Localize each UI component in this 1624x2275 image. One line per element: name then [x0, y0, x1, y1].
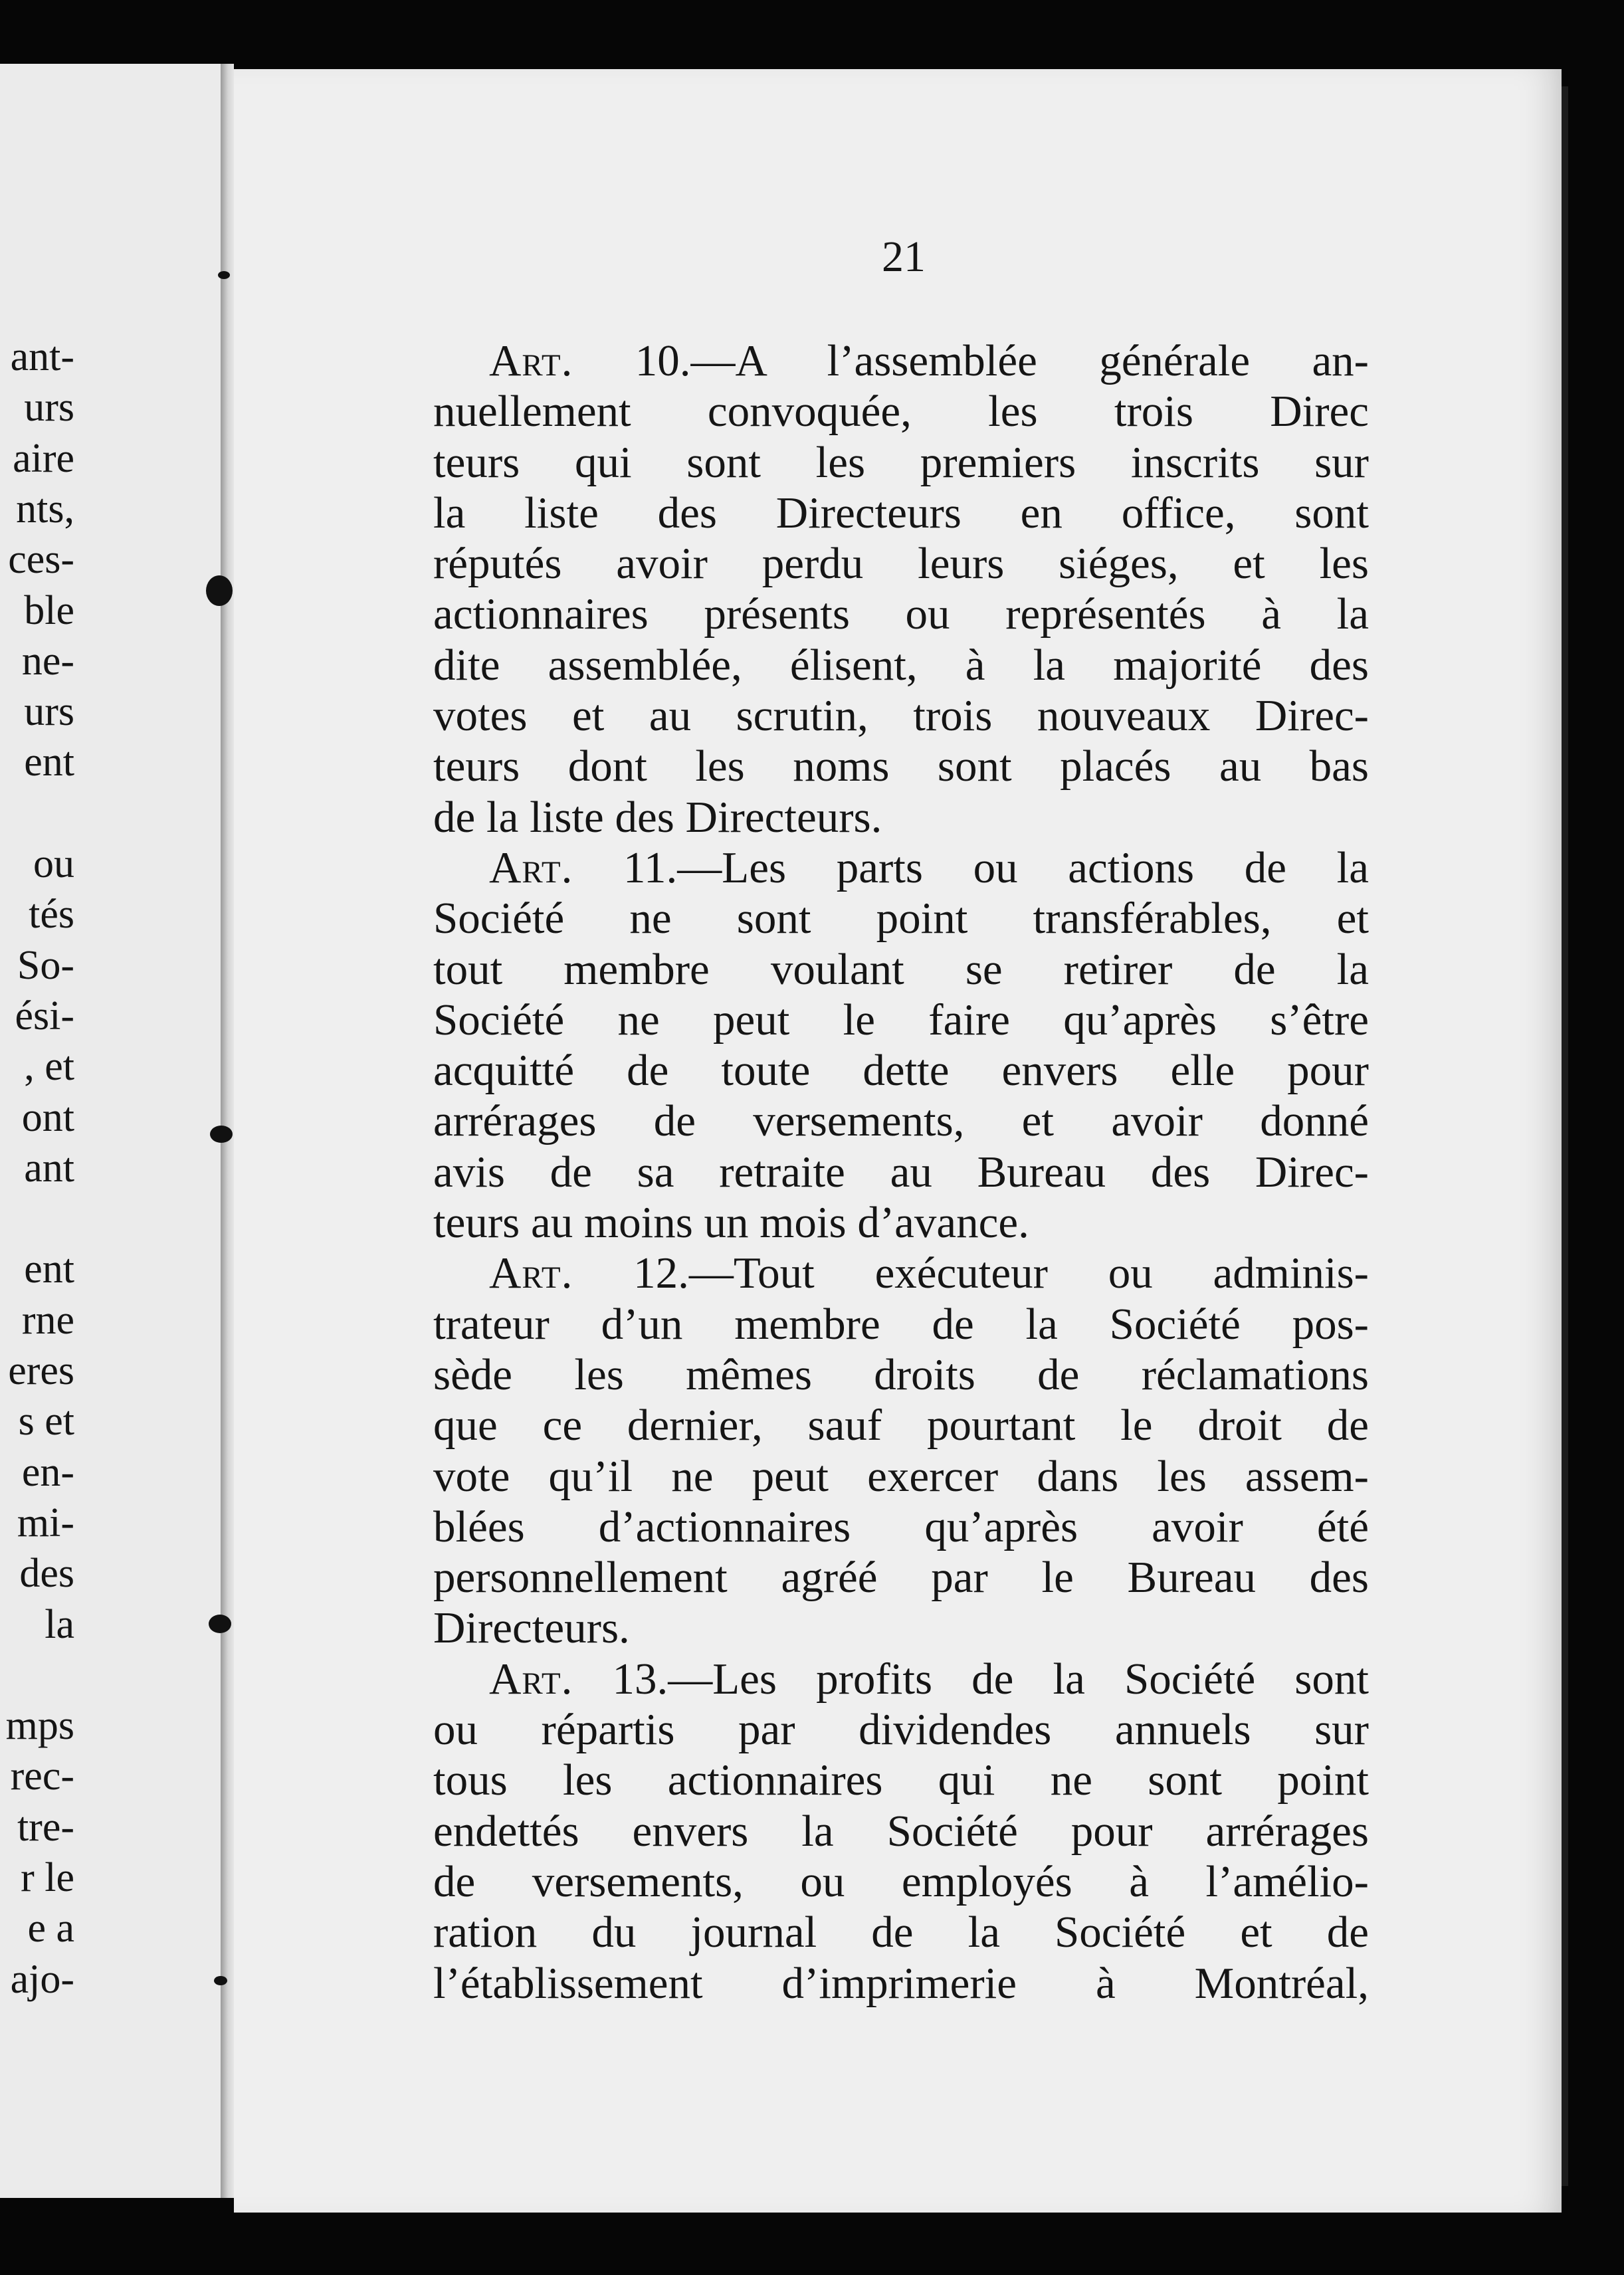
text-line: la liste des Directeurs en office, sont	[433, 488, 1369, 538]
text-line: tous les actionnaires qui ne sont point	[433, 1755, 1369, 1805]
previous-page-line-fragment: ent	[24, 1246, 74, 1292]
text-line: que ce dernier, sauf pourtant le droit de	[433, 1401, 1369, 1450]
text-line: de versements, ou employés à l’amélio-	[433, 1856, 1369, 1906]
article-paragraph	[433, 336, 1369, 842]
text-line: votes et au scrutin, trois nouveaux Direc-	[433, 691, 1369, 741]
previous-page-line-fragment: des	[19, 1551, 74, 1597]
previous-page-line-fragment: So-	[17, 942, 74, 988]
previous-page-line-fragment: ant	[24, 1145, 74, 1191]
text-line: avis de sa retraite au Bureau des Direc-	[433, 1147, 1369, 1197]
text-line: personnellement agréé par le Bureau des	[433, 1553, 1369, 1603]
text-line	[433, 842, 1369, 893]
previous-page-line-fragment: eres	[8, 1348, 74, 1393]
text-line: l’établissement d’imprimerie à Montréal,	[433, 1958, 1369, 2008]
article-heading-text: 13.—Les profits de la Société sont	[573, 1654, 1369, 1704]
text-line: Société ne peut le faire qu’après s’être	[433, 995, 1369, 1044]
text-line: actionnaires présents ou représentés à la	[433, 589, 1369, 639]
article-paragraph	[433, 1654, 1369, 2009]
previous-page-line-fragment: ou	[33, 841, 74, 886]
text-line: de la liste des Directeurs.	[433, 792, 882, 842]
previous-page-line-fragment: mi-	[17, 1500, 74, 1545]
previous-page-line-fragment: nts,	[16, 486, 74, 532]
book-spine	[221, 64, 234, 2198]
page-number: 21	[882, 233, 926, 281]
previous-page-line-fragment: ne-	[21, 638, 74, 684]
text-line: teurs dont les noms sont placés au bas	[433, 742, 1369, 791]
previous-page-line-fragment: rec-	[10, 1753, 74, 1799]
previous-page-line-fragment: mps	[5, 1703, 74, 1749]
stitch-mark	[206, 575, 233, 606]
text-line: ou répartis par dividendes annuels sur	[433, 1705, 1369, 1755]
previous-page-line-fragment: ant-	[10, 334, 74, 379]
text-line	[433, 1654, 1369, 1704]
article-paragraph	[433, 1248, 1369, 1653]
article-heading-text: 11.—Les parts ou actions de la	[573, 842, 1369, 892]
previous-page-line-fragment: ont	[21, 1094, 74, 1140]
previous-page-line-fragment: la	[45, 1601, 74, 1647]
text-line: teurs au moins un mois d’avance.	[433, 1198, 1029, 1248]
previous-page	[0, 64, 221, 2198]
stitch-mark	[214, 1976, 227, 1985]
stitch-mark	[209, 1615, 231, 1633]
previous-page-line-fragment: urs	[24, 689, 74, 735]
text-line: dite assemblée, élisent, à la majorité des	[433, 640, 1369, 690]
text-line: sède les mêmes droits de réclamations	[433, 1349, 1369, 1399]
text-line: nuellement convoquée, les trois Direc	[433, 387, 1369, 437]
article-paragraph	[433, 842, 1369, 1248]
text-line: Directeurs.	[433, 1603, 630, 1653]
previous-page-line-fragment: , et	[24, 1044, 74, 1090]
text-line: Société ne sont point transférables, et	[433, 894, 1369, 943]
previous-page-line-fragment: en-	[21, 1449, 74, 1495]
article-label: Art.	[489, 1654, 573, 1704]
previous-page-line-fragment: ajo-	[10, 1956, 74, 2002]
text-line	[433, 336, 1369, 386]
text-line: teurs qui sont les premiers inscrits sur	[433, 437, 1369, 487]
previous-page-line-fragment: rne	[21, 1297, 74, 1343]
previous-page-line-fragment: r le	[21, 1855, 74, 1900]
previous-page-line-fragment: ble	[24, 587, 74, 633]
previous-page-line-fragment: tre-	[17, 1804, 74, 1850]
previous-page-line-fragment: ent	[24, 740, 74, 785]
previous-page-line-fragment: e a	[27, 1906, 74, 1951]
text-line	[433, 1248, 1369, 1298]
article-label: Art.	[489, 842, 573, 892]
text-line: réputés avoir perdu leurs siéges, et les	[433, 539, 1369, 589]
previous-page-line-fragment: tés	[29, 892, 74, 938]
previous-page-line-fragment: urs	[24, 385, 74, 431]
previous-page-line-fragment: aire	[13, 435, 74, 481]
previous-page-line-fragment: s et	[18, 1399, 74, 1444]
text-line: acquitté de toute dette envers elle pour	[433, 1046, 1369, 1096]
stitch-mark	[210, 1126, 233, 1143]
text-line: vote qu’il ne peut exercer dans les assem-	[433, 1451, 1369, 1501]
stitch-mark	[218, 271, 230, 279]
text-line: ration du journal de la Société et de	[433, 1908, 1369, 1957]
article-heading-text: 12.—Tout exécuteur ou adminis-	[573, 1248, 1369, 1298]
text-line: tout membre voulant se retirer de la	[433, 944, 1369, 994]
text-line: arrérages de versements, et avoir donné	[433, 1096, 1369, 1146]
text-line: endettés envers la Société pour arrérages	[433, 1806, 1369, 1856]
text-line: trateur d’un membre de la Société pos-	[433, 1299, 1369, 1349]
article-text-block	[433, 336, 1369, 2009]
previous-page-line-fragment: ési-	[15, 993, 74, 1039]
article-label: Art.	[489, 1248, 573, 1298]
text-line: blées d’actionnaires qu’après avoir été	[433, 1502, 1369, 1551]
article-label: Art.	[489, 336, 573, 385]
page-edge-shadow	[1562, 86, 1568, 2186]
previous-page-line-fragment: ces-	[8, 537, 74, 583]
article-heading-text: 10.—A l’assemblée générale an-	[573, 336, 1369, 385]
